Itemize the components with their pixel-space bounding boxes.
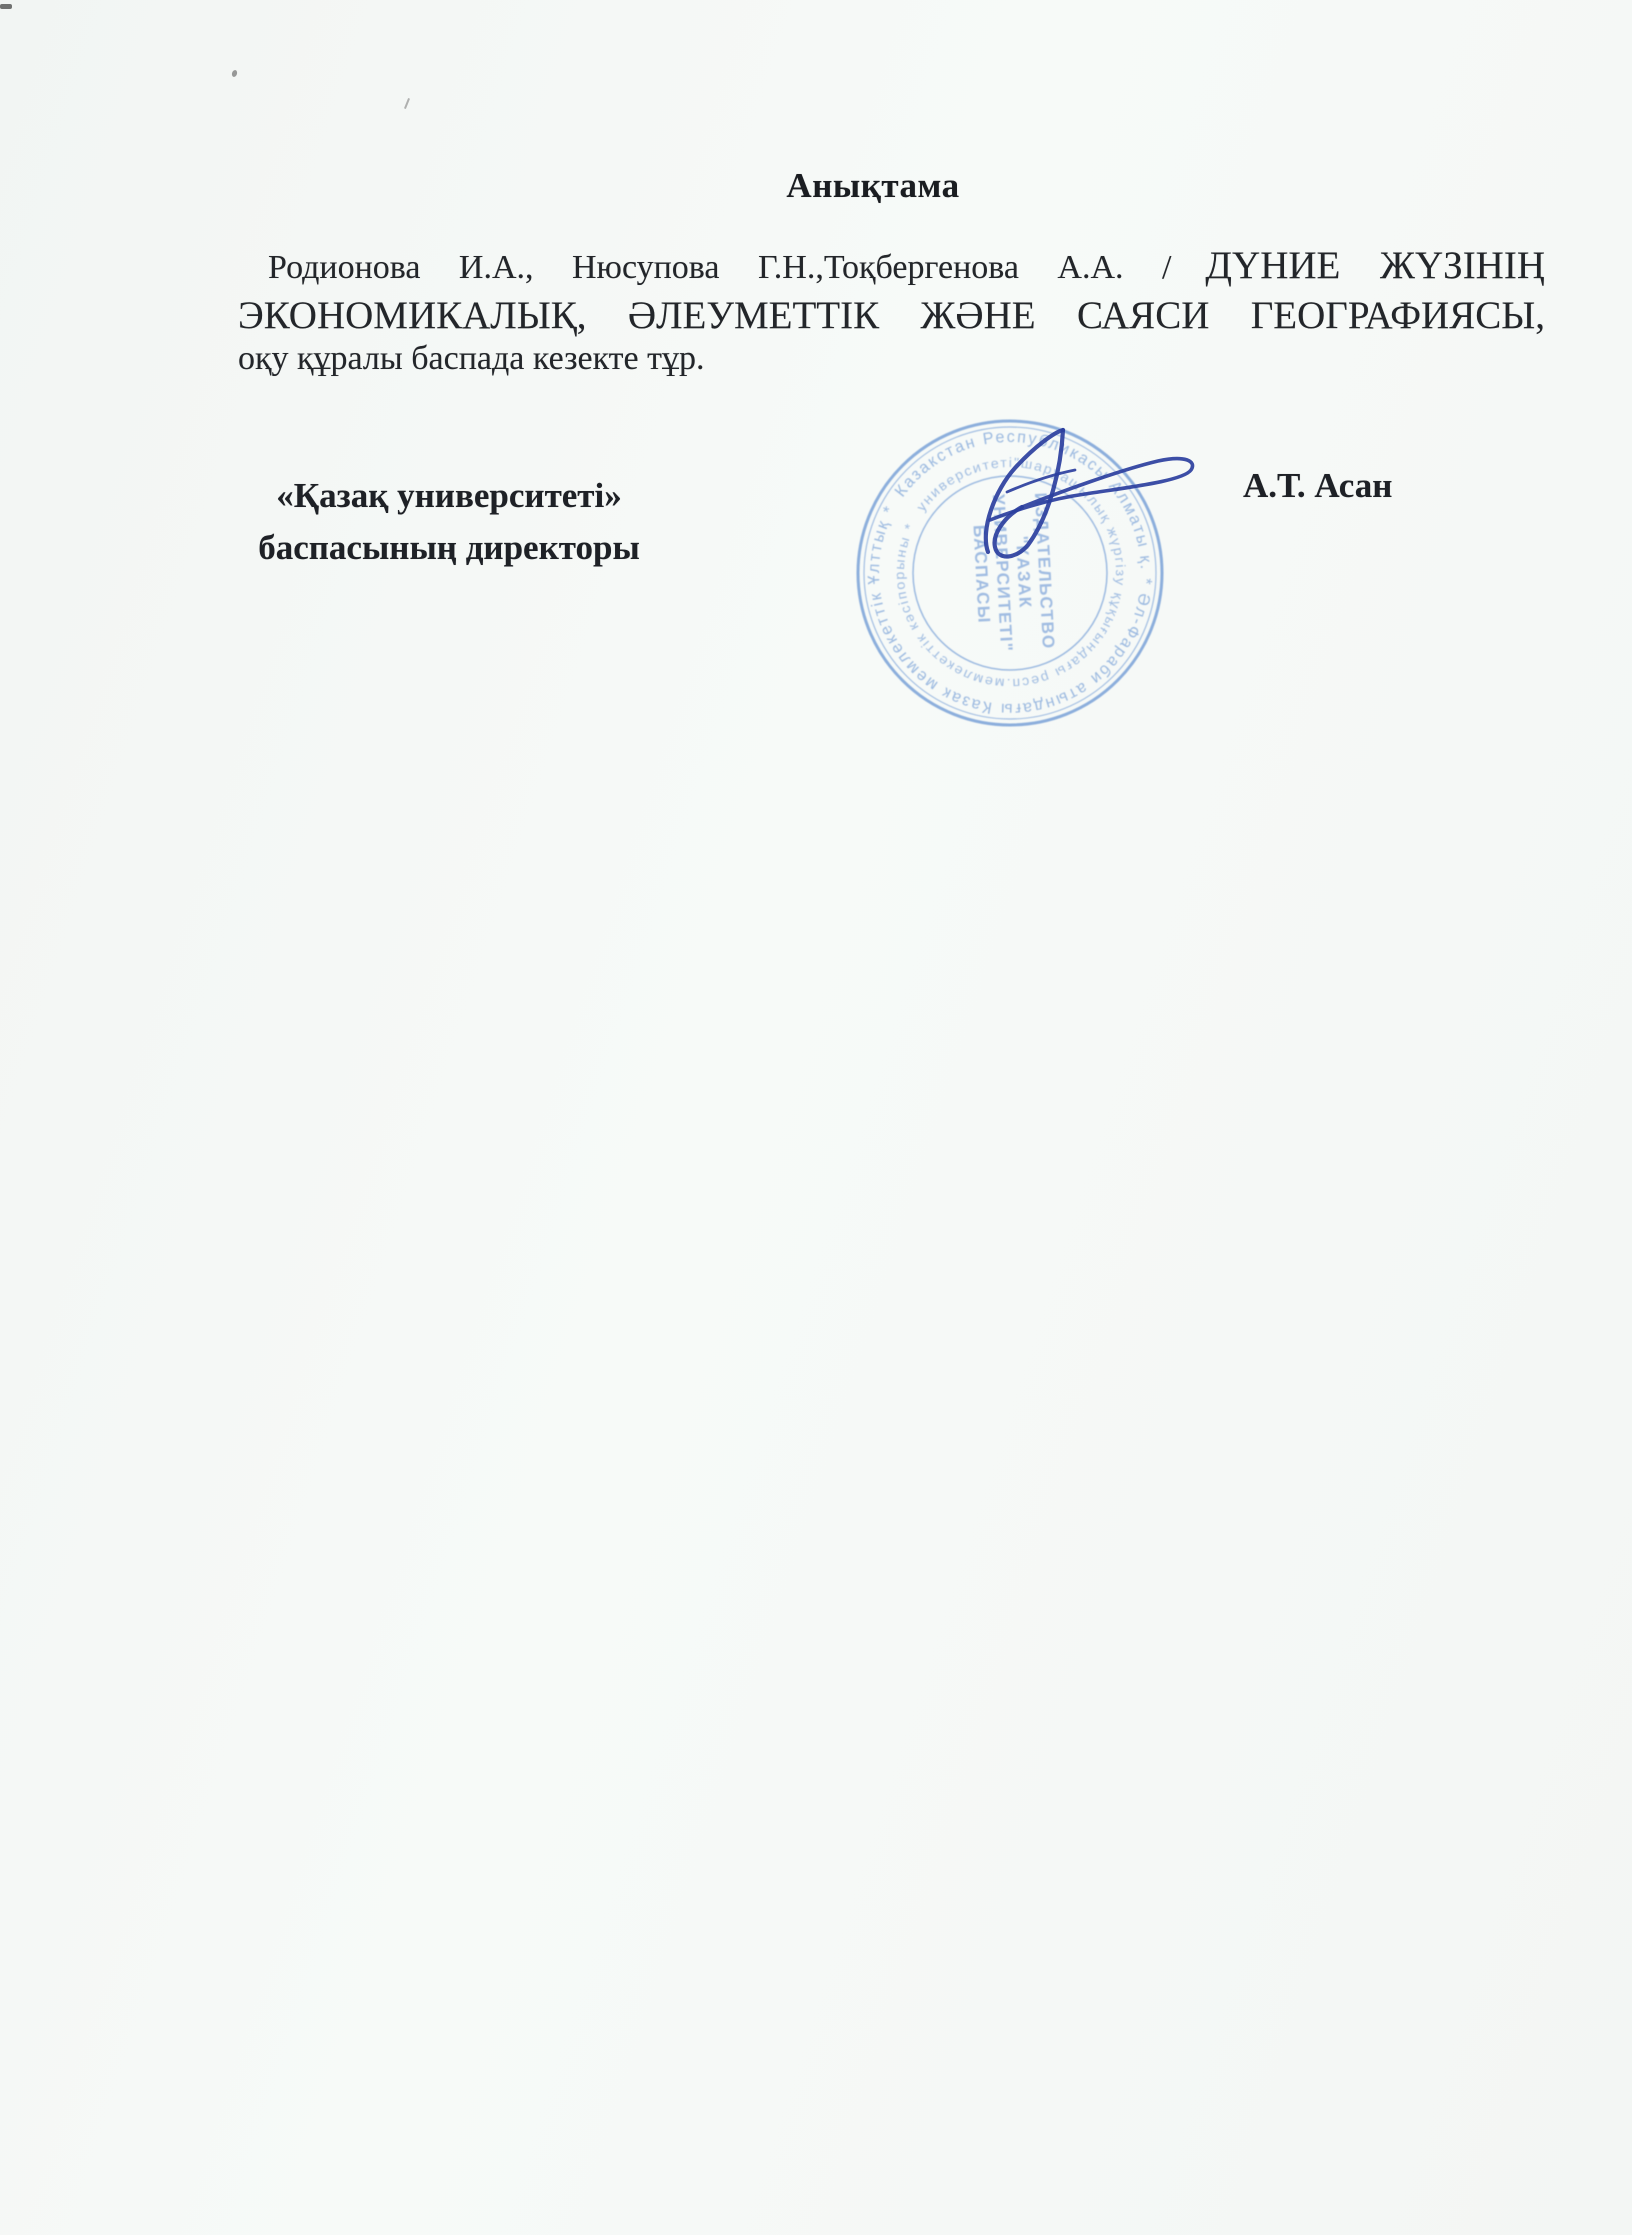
document-title: Анықтама	[786, 166, 960, 205]
scan-speck-dot	[231, 69, 238, 77]
publisher-role: баспасының директоры	[258, 528, 640, 567]
book-title-part-1: ДҮНИЕ ЖҮЗІНІҢ	[1205, 244, 1546, 287]
body-closing-line: оқу құралы баспада кезекте тұр.	[238, 340, 705, 377]
body-line-authors	[238, 246, 1545, 285]
handwritten-signature	[955, 410, 1215, 570]
stamp-center-line-1: ИЗДАТЕЛЬСТВО	[1030, 492, 1059, 651]
stamp-center-line-4: БАСПАСЫ	[969, 524, 994, 625]
signature-stroke-crossbar	[1007, 470, 1075, 492]
scan-artifact-corner	[0, 4, 12, 9]
publisher-name: «Қазақ университеті»	[276, 476, 622, 515]
stamp-center-line-2: "КАЗАК	[1012, 535, 1035, 610]
stamp-outer-ring-textpath: Казакстан Республикасы Алматы қ. * Әл-Фараби атындағы Казак мемлекеттік Ұлттық *	[864, 427, 1156, 719]
signer-name: А.Т. Асан	[1243, 466, 1393, 505]
stamp-center-line-3: УНИВЕРСИТЕТІ"	[988, 493, 1017, 654]
signature-stroke-loop	[990, 459, 1193, 520]
scan-speck-slash	[404, 98, 410, 109]
book-title-part-2: ЭКОНОМИКАЛЫҚ, ӘЛЕУМЕТТІК ЖӘНЕ САЯСИ ГЕОГРАФИЯСЫ,	[238, 294, 1545, 337]
signatory-role-block	[226, 470, 672, 574]
stamp-inner-ring-textpath: университеті"шаруашылық жүргізу құқығындағы респ.мемлекеттік кәсіпорыны *	[891, 454, 1129, 692]
authors-text: Родионова И.А., Нюсупова Г.Н.,Тоқбергенова А.А. /	[268, 249, 1172, 286]
